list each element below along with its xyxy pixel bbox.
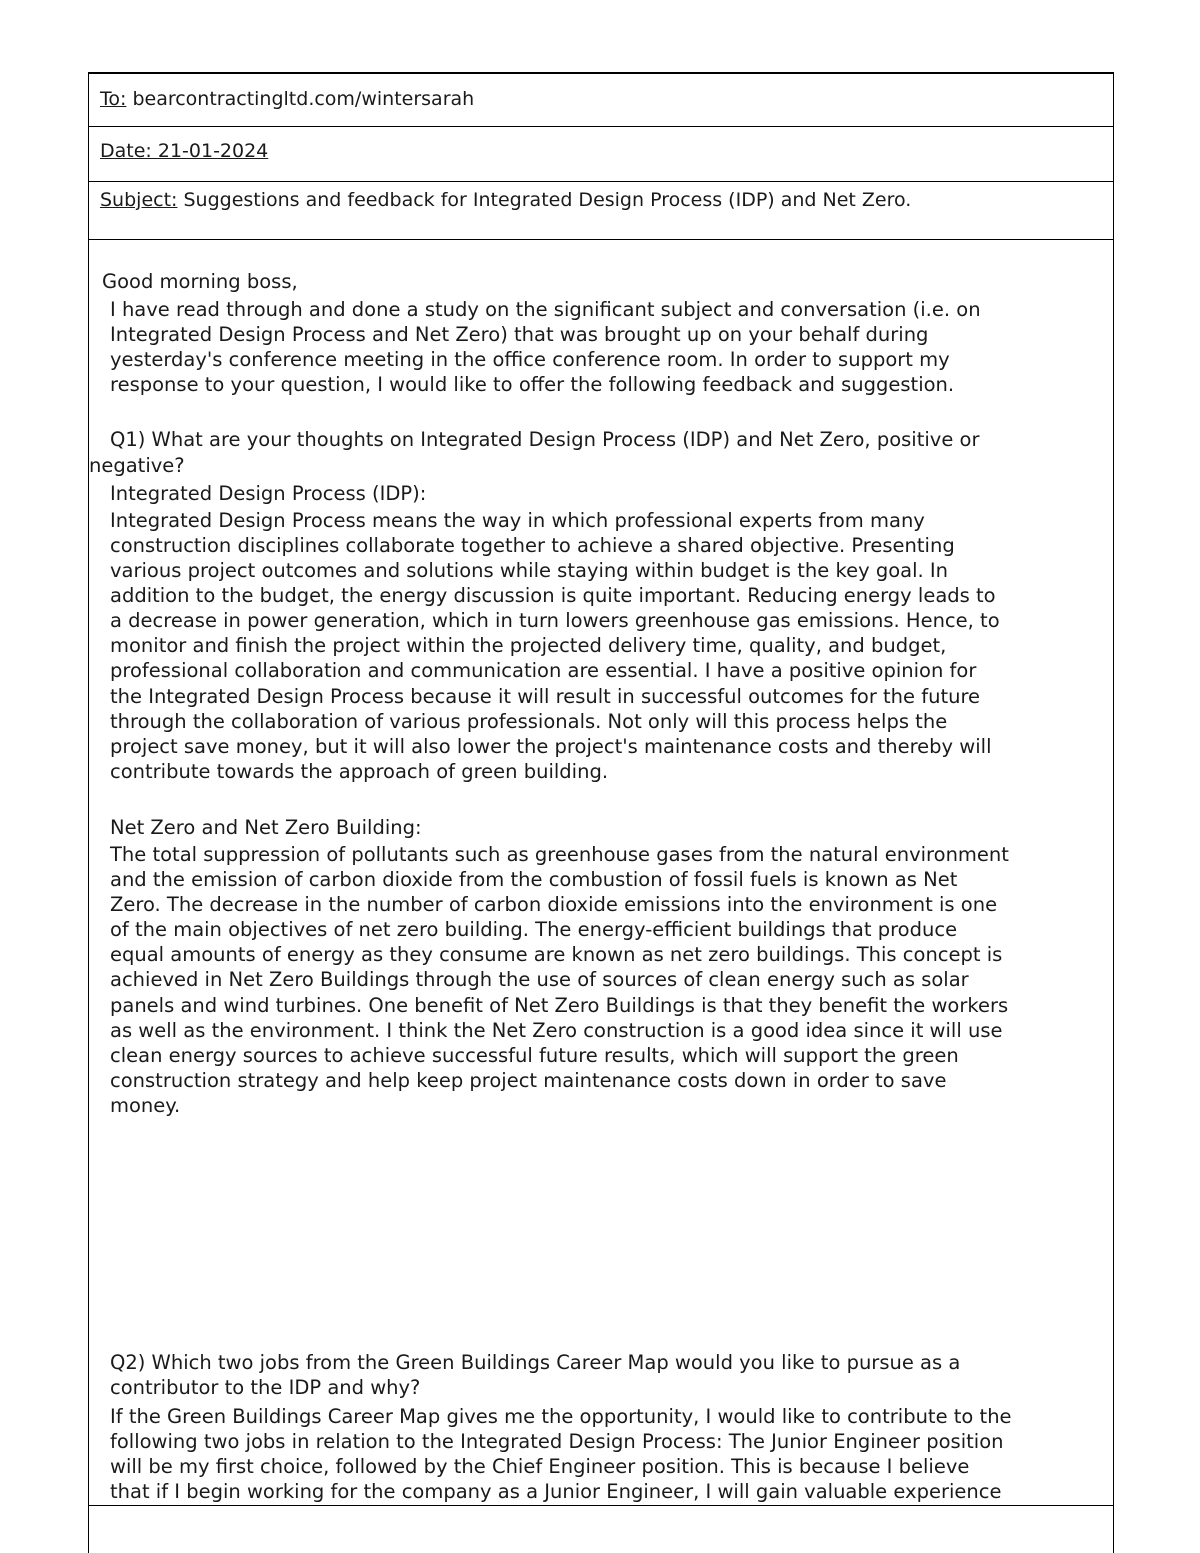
to-field: [100, 87, 474, 111]
subject-label: Subject:: [100, 189, 178, 211]
idp-line: monitor and finish the project within the projected delivery time, quality, and budget,: [110, 634, 947, 657]
idp-line: Integrated Design Process means the way in which professional experts from many: [110, 509, 925, 532]
net-zero-line: of the main objectives of net zero building. The energy-efficient buildings that produce: [110, 918, 958, 941]
intro-line: I have read through and done a study on the significant subject and conversation (i.e. on: [110, 298, 981, 321]
divider-to: [88, 126, 1114, 127]
net-zero-line: equal amounts of energy as they consume are known as net zero buildings. This concept is: [110, 943, 1003, 966]
to-label: To:: [100, 88, 127, 110]
question-2-cont: contributor to the IDP and why?: [110, 1376, 421, 1399]
idp-line: project save money, but it will also lower the project's maintenance costs and thereby will: [110, 735, 992, 758]
email-form-frame: [88, 72, 1114, 1553]
intro-line: response to your question, I would like to offer the following feedback and suggestion.: [110, 373, 955, 396]
idp-line: construction disciplines collaborate together to achieve a shared objective. Presenting: [110, 534, 955, 557]
question-1: Q1) What are your thoughts on Integrated Design Process (IDP) and Net Zero, positive or: [110, 428, 980, 451]
net-zero-line: money.: [110, 1094, 181, 1117]
idp-line: the Integrated Design Process because it will result in successful outcomes for the future: [110, 685, 981, 708]
net-zero-line: The total suppression of pollutants such as greenhouse gases from the natural environment: [110, 843, 1009, 866]
idp-line: a decrease in power generation, which in turn lowers greenhouse gas emissions. Hence, to: [110, 609, 1000, 632]
question-2: Q2) Which two jobs from the Green Buildings Career Map would you like to pursue as a: [110, 1351, 961, 1374]
net-zero-heading: Net Zero and Net Zero Building:: [110, 816, 422, 839]
q2-answer-line: will be my first choice, followed by the Chief Engineer position. This is because I believe: [110, 1455, 970, 1478]
date-label: Date: 21-01-2024: [100, 140, 269, 162]
net-zero-line: as well as the environment. I think the Net Zero construction is a good idea since it will use: [110, 1019, 1003, 1042]
net-zero-line: construction strategy and help keep project maintenance costs down in order to save: [110, 1069, 947, 1092]
idp-line: addition to the budget, the energy discussion is quite important. Reducing energy leads to: [110, 584, 996, 607]
idp-line: various project outcomes and solutions while staying within budget is the key goal. In: [110, 559, 949, 582]
net-zero-line: achieved in Net Zero Buildings through the use of sources of clean energy such as solar: [110, 968, 969, 991]
net-zero-line: clean energy sources to achieve successful future results, which will support the green: [110, 1044, 959, 1067]
date-field: [100, 139, 268, 163]
idp-line: contribute towards the approach of green building.: [110, 760, 609, 783]
idp-heading: Integrated Design Process (IDP):: [110, 482, 427, 505]
q2-answer-line: If the Green Buildings Career Map gives me the opportunity, I would like to contribute to the: [110, 1405, 1012, 1428]
question-1-cont: negative?: [89, 454, 185, 477]
divider-subject: [88, 239, 1114, 240]
net-zero-line: and the emission of carbon dioxide from the combustion of fossil fuels is known as Net: [110, 868, 958, 891]
idp-line: professional collaboration and communication are essential. I have a positive opinion for: [110, 659, 977, 682]
subject-field: [100, 188, 911, 212]
divider-date: [88, 181, 1114, 182]
net-zero-line: Zero. The decrease in the number of carbon dioxide emissions into the environment is one: [110, 893, 998, 916]
q2-answer-line: following two jobs in relation to the Integrated Design Process: The Junior Engineer position: [110, 1430, 1004, 1453]
to-value: bearcontractingltd.com/wintersarah: [126, 88, 475, 110]
intro-line: yesterday's conference meeting in the office conference room. In order to support my: [110, 348, 950, 371]
divider-bottom: [88, 1505, 1114, 1506]
intro-line: Integrated Design Process and Net Zero) that was brought up on your behalf during: [110, 323, 929, 346]
net-zero-line: panels and wind turbines. One benefit of Net Zero Buildings is that they benefit the workers: [110, 994, 1009, 1017]
idp-line: through the collaboration of various professionals. Not only will this process helps the: [110, 710, 948, 733]
subject-value: Suggestions and feedback for Integrated Design Process (IDP) and Net Zero.: [177, 189, 912, 211]
q2-answer-line: that if I begin working for the company as a Junior Engineer, I will gain valuable experience: [110, 1480, 1002, 1503]
greeting: Good morning boss,: [102, 270, 298, 293]
